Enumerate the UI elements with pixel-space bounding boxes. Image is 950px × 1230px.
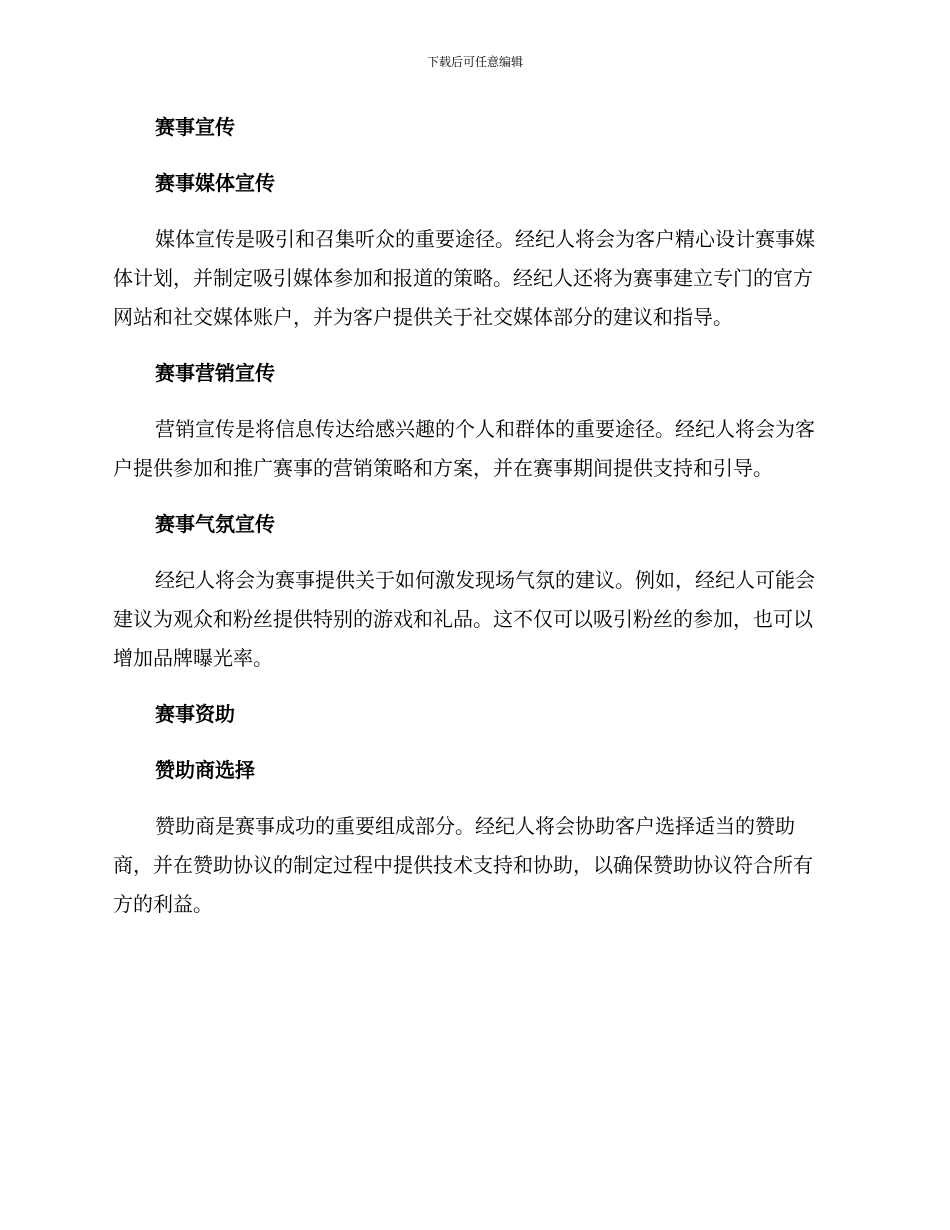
paragraph-atmosphere-publicity: 经纪人将会为赛事提供关于如何激发现场气氛的建议。例如，经纪人可能会建议为观众和粉丝提供特别的游戏和礼品。这不仅可以吸引粉丝的参加，也可以增加品牌曝光率。 (113, 568, 815, 670)
subheading-media-publicity: 赛事媒体宣传 (155, 171, 275, 195)
subheading-atmosphere-publicity: 赛事气氛宣传 (155, 512, 275, 536)
subheading-sponsor-selection: 赞助商选择 (155, 758, 255, 782)
document-body (113, 108, 831, 941)
paragraph-media-publicity: 媒体宣传是吸引和召集听众的重要途径。经纪人将会为客户精心设计赛事媒体计划，并制定吸引媒体参加和报道的策略。经纪人还将为赛事建立专门的官方网站和社交媒体账户，并为客户提供关于社交媒体部分的建议和指导。 (113, 227, 815, 329)
section-heading-sponsorship: 赛事资助 (155, 702, 235, 726)
paragraph-marketing-publicity: 营销宣传是将信息传达给感兴趣的个人和群体的重要途径。经纪人将会为客户提供参加和推广赛事的营销策略和方案，并在赛事期间提供支持和引导。 (113, 417, 815, 480)
header-note: 下载后可任意编辑 (426, 55, 523, 69)
subheading-marketing-publicity: 赛事营销宣传 (155, 361, 275, 385)
paragraph-sponsor-selection: 赞助商是赛事成功的重要组成部分。经纪人将会协助客户选择适当的赞助商，并在赞助协议的制定过程中提供技术支持和协助，以确保赞助协议符合所有方的利益。 (113, 814, 813, 916)
section-heading-publicity: 赛事宣传 (155, 115, 235, 139)
